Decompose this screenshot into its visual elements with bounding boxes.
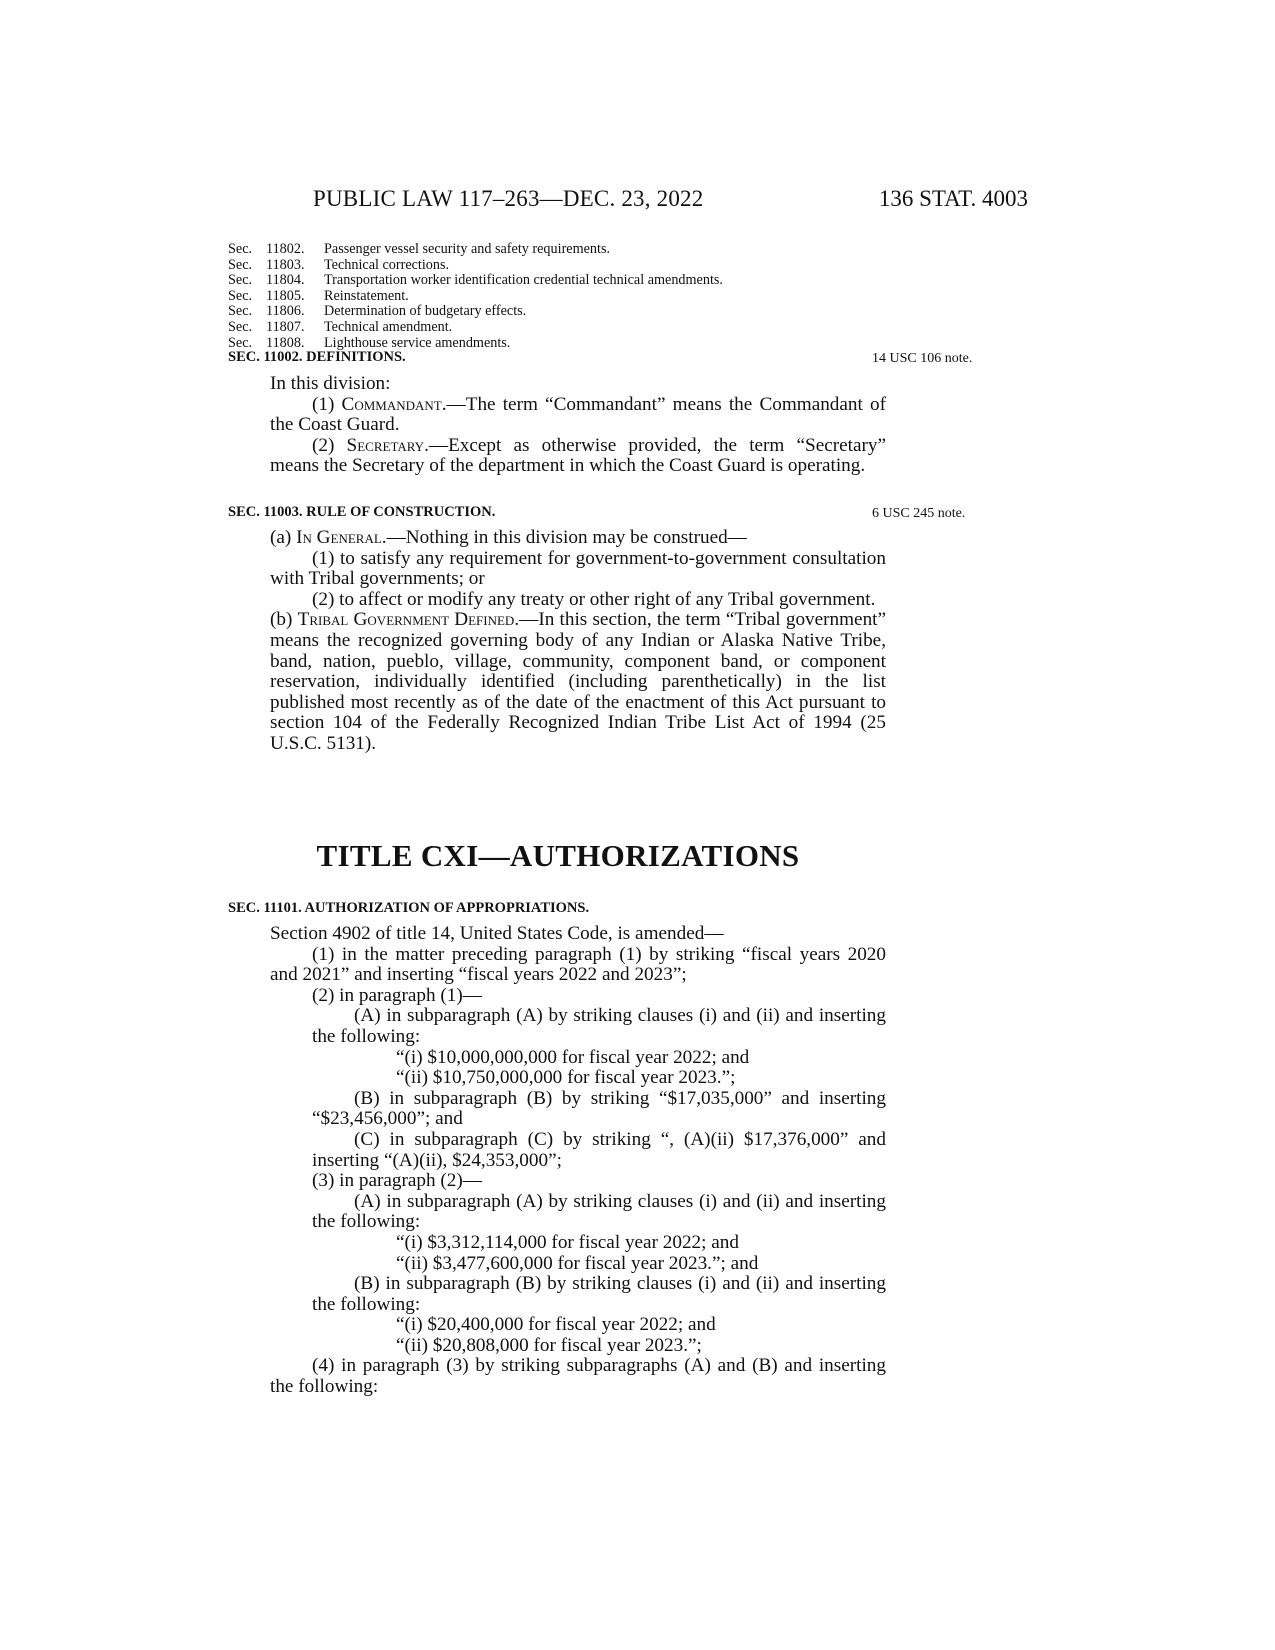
amendment-clause: “(ii) $10,750,000,000 for fiscal year 2023.”;: [396, 1067, 736, 1089]
amendment-subparagraph: (B) in subparagraph (B) by striking “$17,035,000” and inserting “$23,456,000”; and: [312, 1087, 886, 1130]
amendment-paragraph: (2) in paragraph (1)—: [312, 984, 482, 1006]
toc-sec-number: 11802.: [266, 241, 305, 257]
page-header: [228, 186, 1028, 216]
subsection-text: .—In this section, the term “Tribal government” means the recognized governing body of any Indian or Alaska Native Tribe, band, nation, pueblo, village, community, component band, or component reservation, individually identified (including parenthetically) in the list published most recently as of the date of the enactment of this Act pursuant to section 104 of the Federally Recognized Indian Tribe List Act of 1994 (25 U.S.C. 5131).: [270, 609, 887, 754]
subsection-heading: In General: [296, 527, 382, 548]
defined-term: Commandant: [341, 393, 442, 415]
amendment-subparagraph: (A) in subparagraph (A) by striking clauses (i) and (ii) and inserting the following:: [312, 1005, 886, 1047]
margin-note-11002: 14 USC 106 note.: [872, 351, 973, 366]
toc-sec-title: Passenger vessel security and safety requirements.: [324, 241, 611, 257]
paragraph-number: (1): [312, 393, 342, 415]
toc-sec-number: 11806.: [266, 303, 305, 320]
section-heading-11101: SEC. 11101. AUTHORIZATION OF APPROPRIATIONS.: [228, 900, 590, 916]
subsection-number: (b): [270, 609, 298, 631]
amendment-clause: “(ii) $3,477,600,000 for fiscal year 2023.”; and: [396, 1252, 759, 1274]
margin-note-11003: 6 USC 245 note.: [872, 506, 966, 521]
toc-sec-title: Technical amendment.: [324, 318, 453, 335]
toc-sec-label: Sec.: [228, 334, 253, 351]
subsection-a: [270, 528, 886, 549]
toc-sec-number: 11803.: [266, 256, 305, 273]
amendment-paragraph: (3) in paragraph (2)—: [312, 1170, 482, 1192]
toc-sec-title: Lighthouse service amendments.: [324, 334, 511, 351]
section-body-11002: [270, 374, 886, 477]
subsection-text: .—Nothing in this division may be construed—: [381, 527, 747, 548]
toc-sec-number: 11807.: [266, 318, 305, 335]
section-body-11003: [270, 528, 886, 755]
toc-sec-label: Sec.: [228, 272, 253, 289]
toc-sec-number: 11804.: [266, 272, 305, 289]
paragraph-a2: (2) to affect or modify any treaty or other right of any Tribal government.: [312, 588, 876, 610]
definition-text: .—Except as otherwise provided, the term “Secretary” means the Secretary of the department in which the Coast Guard is operating.: [270, 434, 886, 477]
amendment-clause: “(i) $20,400,000 for fiscal year 2022; and: [396, 1314, 716, 1336]
definition-commandant: [270, 395, 886, 436]
paragraph-a1: (1) to satisfy any requirement for government-to-government consultation with Tribal governments; or: [270, 547, 886, 590]
section-body-11101: [270, 924, 886, 1398]
toc-sec-label: Sec.: [228, 318, 253, 335]
toc-sec-title: Technical corrections.: [324, 256, 450, 273]
toc-sec-label: Sec.: [228, 241, 253, 257]
paragraph-number: (2): [312, 434, 347, 456]
toc-row: [228, 242, 908, 258]
amendment-clause: “(i) $10,000,000,000 for fiscal year 2022; and: [396, 1046, 750, 1068]
subsection-b: [270, 610, 886, 754]
toc-sec-title: Reinstatement.: [324, 287, 409, 304]
toc-row: [228, 320, 908, 336]
toc-sec-number: 11805.: [266, 287, 305, 304]
amendment-paragraph: (4) in paragraph (3) by striking subparagraphs (A) and (B) and inserting the following:: [270, 1355, 886, 1398]
subsection-heading: Tribal Government Defined: [297, 609, 515, 631]
table-of-contents: [228, 242, 908, 351]
section-heading-11002: SEC. 11002. DEFINITIONS.: [228, 349, 406, 365]
subsection-number: (a): [270, 527, 297, 548]
toc-sec-title: Determination of budgetary effects.: [324, 303, 527, 320]
amendment-clause: “(i) $3,312,114,000 for fiscal year 2022; and: [396, 1231, 739, 1253]
title-heading: TITLE CXI—AUTHORIZATIONS: [316, 838, 800, 873]
toc-row: [228, 289, 908, 305]
definition-text: .—The term “Commandant” means the Commandant of the Coast Guard.: [270, 393, 886, 436]
amendment-subparagraph: (A) in subparagraph (A) by striking clauses (i) and (ii) and inserting the following:: [312, 1190, 886, 1233]
definition-secretary: [270, 436, 886, 477]
section-heading-11003: SEC. 11003. RULE OF CONSTRUCTION.: [228, 504, 496, 520]
defined-term: Secretary: [346, 434, 425, 456]
stat-page-number: 136 STAT. 4003: [878, 186, 1028, 211]
toc-row: [228, 258, 908, 274]
amendment-intro: Section 4902 of title 14, United States Code, is amended—: [270, 923, 724, 944]
amendment-paragraph: (1) in the matter preceding paragraph (1) by striking “fiscal years 2020 and 2021” and inserting “fiscal years 2022 and 2023”;: [270, 943, 886, 986]
toc-sec-label: Sec.: [228, 303, 253, 320]
amendment-subparagraph: (B) in subparagraph (B) by striking clauses (i) and (ii) and inserting the following:: [312, 1273, 886, 1315]
toc-sec-label: Sec.: [228, 287, 253, 304]
toc-sec-label: Sec.: [228, 256, 253, 273]
toc-row: [228, 273, 908, 289]
amendment-clause: “(ii) $20,808,000 for fiscal year 2023.”;: [396, 1334, 702, 1356]
amendment-subparagraph: (C) in subparagraph (C) by striking “, (A)(ii) $17,376,000” and inserting “(A)(ii), $24,353,000”;: [312, 1128, 886, 1171]
toc-sec-number: 11808.: [266, 334, 305, 351]
intro-text: In this division:: [270, 373, 391, 394]
running-title: PUBLIC LAW 117–263—DEC. 23, 2022: [313, 186, 704, 211]
toc-sec-title: Transportation worker identification credential technical amendments.: [324, 272, 723, 289]
toc-row: [228, 304, 908, 320]
